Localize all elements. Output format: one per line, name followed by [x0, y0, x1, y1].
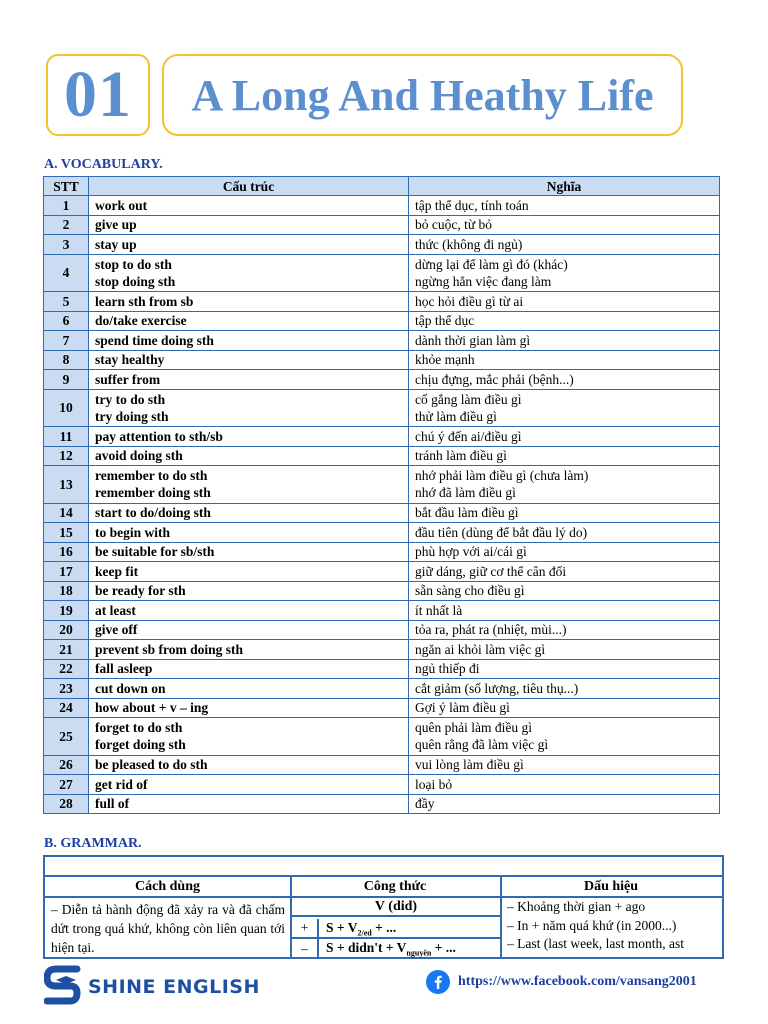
structure-line: do/take exercise [95, 313, 187, 329]
vocab-structure [89, 523, 409, 543]
vocab-row [44, 581, 720, 601]
grammar-title-row [45, 857, 722, 877]
vocab-row [44, 466, 720, 504]
vocab-row [44, 370, 720, 390]
meaning-line: đầu tiên (dùng để bắt đầu lý do) [415, 524, 588, 540]
meaning-line: phù hợp với ai/cái gì [415, 544, 527, 560]
vocab-row [44, 794, 720, 814]
vocabulary-heading: A. VOCABULARY. [44, 157, 163, 172]
sign-item: – Khoảng thời gian + ago [507, 899, 646, 914]
vocab-row [44, 235, 720, 255]
meaning-line: chịu đựng, mắc phải (bệnh...) [415, 371, 574, 387]
vocab-number: 1 [44, 196, 89, 216]
meaning-line: Gợi ý làm điều gì [415, 700, 510, 716]
structure-line: get rid of [95, 776, 148, 792]
vocab-structure [89, 292, 409, 312]
vocab-number: 16 [44, 542, 89, 562]
vocab-number: 12 [44, 446, 89, 466]
vocab-row [44, 196, 720, 216]
vocab-meaning [409, 370, 720, 390]
vocab-structure [89, 679, 409, 699]
meaning-line: học hỏi điều gì từ ai [415, 293, 524, 309]
structure-line: cut down on [95, 680, 166, 696]
vocab-meaning [409, 466, 720, 504]
vocab-meaning [409, 620, 720, 640]
usage-text: – Diễn tả hành động đã xảy ra và đã chấm dứt trong quá khứ, không còn liên quan tới hiện tại. [51, 902, 285, 955]
facebook-icon [426, 970, 450, 994]
grammar-table [43, 855, 724, 959]
structure-line: stop to do sth [95, 256, 172, 272]
vocab-structure [89, 601, 409, 621]
column-header-formula: Công thức [290, 877, 500, 898]
vocab-meaning [409, 562, 720, 582]
meaning-line: dành thời gian làm gì [415, 332, 531, 348]
facebook-url[interactable]: https://www.facebook.com/vansang2001 [458, 974, 697, 989]
vocab-number: 10 [44, 389, 89, 427]
vocab-number: 3 [44, 235, 89, 255]
vocab-structure [89, 659, 409, 679]
vocab-meaning [409, 235, 720, 255]
vocab-number: 13 [44, 466, 89, 504]
vocab-number: 4 [44, 254, 89, 292]
vocab-meaning [409, 775, 720, 795]
vocab-meaning [409, 698, 720, 718]
vocab-structure [89, 215, 409, 235]
vocab-row [44, 350, 720, 370]
vocab-number: 23 [44, 679, 89, 699]
vocab-number: 14 [44, 503, 89, 523]
vocab-row [44, 254, 720, 292]
vocab-number: 27 [44, 775, 89, 795]
vocab-number: 15 [44, 523, 89, 543]
formula-positive [292, 919, 500, 939]
vocab-number: 11 [44, 427, 89, 447]
meaning-line: ngủ thiếp đi [415, 661, 480, 677]
negative-formula-b: + ... [431, 940, 456, 955]
meaning-line: tránh làm điều gì [415, 448, 507, 464]
vocab-row [44, 698, 720, 718]
facebook-link[interactable] [426, 970, 697, 994]
column-header-structure: Cấu trúc [89, 177, 409, 196]
grammar-heading: B. GRAMMAR. [44, 836, 142, 851]
structure-line: spend time doing sth [95, 332, 214, 348]
vocab-structure [89, 311, 409, 331]
meaning-line: nhớ phải làm điều gì (chưa làm) [415, 468, 589, 484]
vocab-meaning [409, 640, 720, 660]
vocab-row [44, 601, 720, 621]
structure-line: stop doing sth [95, 273, 176, 289]
meaning-line: tập thể dục [415, 313, 475, 329]
meaning-line: đầy [415, 796, 435, 812]
vocab-structure [89, 503, 409, 523]
meaning-line: tập thể dục, tính toán [415, 197, 529, 213]
vocab-number: 25 [44, 718, 89, 756]
positive-formula-b: + ... [371, 920, 397, 935]
vocab-meaning [409, 718, 720, 756]
lesson-number-box [46, 54, 150, 136]
vocab-structure [89, 581, 409, 601]
meaning-line: dừng lại để làm gì đó (khác) [415, 256, 568, 272]
structure-line: forget to do sth [95, 720, 183, 736]
vocab-number: 7 [44, 331, 89, 351]
vocab-structure [89, 562, 409, 582]
vocab-row [44, 620, 720, 640]
meaning-line: thử làm điều gì [415, 408, 497, 424]
structure-line: give off [95, 622, 138, 638]
structure-line: to begin with [95, 524, 171, 540]
structure-line: remember doing sth [95, 485, 211, 501]
vocab-row [44, 718, 720, 756]
vocab-structure [89, 196, 409, 216]
vocab-structure [89, 698, 409, 718]
structure-line: try to do sth [95, 391, 166, 407]
vocab-meaning [409, 679, 720, 699]
vocab-structure [89, 389, 409, 427]
vocab-structure [89, 446, 409, 466]
formula-heading: V (did) [292, 898, 500, 917]
vocab-meaning [409, 350, 720, 370]
vocab-structure [89, 331, 409, 351]
vocab-row [44, 659, 720, 679]
meaning-line: sẵn sàng cho điều gì [415, 583, 525, 599]
vocab-structure [89, 466, 409, 504]
meaning-line: vui lòng làm điều gì [415, 757, 524, 773]
column-header-meaning: Nghĩa [409, 177, 720, 196]
vocab-row [44, 446, 720, 466]
structure-line: stay up [95, 236, 137, 252]
vocab-row [44, 775, 720, 795]
vocab-meaning [409, 581, 720, 601]
meaning-line: bắt đầu làm điều gì [415, 505, 519, 521]
vocab-row [44, 523, 720, 543]
vocab-structure [89, 350, 409, 370]
structure-line: stay healthy [95, 352, 165, 368]
brand-name: SHINE ENGLISH [88, 976, 260, 998]
vocab-meaning [409, 542, 720, 562]
vocab-number: 28 [44, 794, 89, 814]
meaning-line: ngăn ai khỏi làm việc gì [415, 641, 546, 657]
vocab-row [44, 292, 720, 312]
vocab-meaning [409, 601, 720, 621]
structure-line: remember to do sth [95, 468, 208, 484]
vocab-number: 2 [44, 215, 89, 235]
vocab-row [44, 311, 720, 331]
positive-formula-sub: 2/ed [357, 928, 372, 938]
vocab-meaning [409, 794, 720, 814]
vocab-row [44, 427, 720, 447]
negative-sign: – [292, 939, 319, 959]
vocab-row [44, 562, 720, 582]
structure-line: pay attention to sth/sb [95, 428, 223, 444]
sign-item: – In + năm quá khứ (in 2000...) [507, 917, 677, 933]
structure-line: try doing sth [95, 408, 169, 424]
structure-line: suffer from [95, 371, 161, 387]
structure-line: be suitable for sb/sth [95, 544, 215, 560]
vocab-meaning [409, 254, 720, 292]
vocab-row [44, 679, 720, 699]
structure-line: be pleased to do sth [95, 757, 208, 773]
structure-line: avoid doing sth [95, 448, 183, 464]
vocab-structure [89, 640, 409, 660]
vocab-meaning [409, 196, 720, 216]
vocab-meaning [409, 331, 720, 351]
formula-negative [292, 939, 500, 959]
vocab-number: 21 [44, 640, 89, 660]
meaning-line: khỏe mạnh [415, 352, 475, 368]
structure-line: keep fit [95, 563, 139, 579]
meaning-line: tỏa ra, phát ra (nhiệt, mùi...) [415, 622, 567, 638]
meaning-line: chú ý đến ai/điều gì [415, 428, 522, 444]
structure-line: start to do/doing sth [95, 505, 211, 521]
vocab-structure [89, 755, 409, 775]
meaning-line: quên rằng đã làm việc gì [415, 737, 549, 753]
vocab-number: 20 [44, 620, 89, 640]
positive-formula-a: S + V [326, 920, 358, 935]
negative-formula-sub: nguyên [406, 948, 432, 958]
vocab-number: 5 [44, 292, 89, 312]
vocab-number: 9 [44, 370, 89, 390]
vocab-row [44, 215, 720, 235]
meaning-line: cố gắng làm điều gì [415, 391, 522, 407]
vocab-row [44, 542, 720, 562]
vocab-meaning [409, 311, 720, 331]
vocab-number: 17 [44, 562, 89, 582]
vocab-row [44, 389, 720, 427]
vocab-structure [89, 718, 409, 756]
vocab-structure [89, 370, 409, 390]
structure-line: learn sth from sb [95, 293, 194, 309]
positive-sign: + [292, 919, 319, 937]
structure-line: be ready for sth [95, 583, 186, 599]
vocab-number: 18 [44, 581, 89, 601]
negative-formula-a: S + didn't + V [326, 940, 407, 955]
shine-logo-icon [44, 965, 82, 1009]
vocab-meaning [409, 389, 720, 427]
vocab-row [44, 331, 720, 351]
vocab-row [44, 755, 720, 775]
column-header-signs: Dấu hiệu [500, 877, 722, 898]
vocab-meaning [409, 446, 720, 466]
lesson-number: 01 [64, 58, 132, 131]
vocab-row [44, 503, 720, 523]
meaning-line: thức (không đi ngủ) [415, 236, 523, 252]
vocab-row [44, 640, 720, 660]
vocab-number: 8 [44, 350, 89, 370]
vocab-meaning [409, 292, 720, 312]
vocab-meaning [409, 755, 720, 775]
lesson-title: A Long And Heathy Life [191, 70, 654, 120]
column-header-usage: Cách dùng [45, 877, 290, 898]
vocab-number: 26 [44, 755, 89, 775]
structure-line: full of [95, 796, 130, 812]
meaning-line: loại bỏ [415, 776, 453, 792]
vocab-structure [89, 775, 409, 795]
meaning-line: ít nhất là [415, 602, 463, 618]
meaning-line: giữ dáng, giữ cơ thể cân đối [415, 563, 567, 579]
vocab-meaning [409, 503, 720, 523]
sign-item: – Last (last week, last month, ast [507, 936, 684, 951]
column-header-stt: STT [44, 177, 89, 196]
meaning-line: cắt giảm (số lượng, tiêu thụ...) [415, 680, 579, 696]
structure-line: prevent sb from doing sth [95, 641, 244, 657]
meaning-line: quên phải làm điều gì [415, 720, 532, 736]
structure-line: give up [95, 217, 137, 233]
vocabulary-table [43, 176, 720, 814]
vocab-meaning [409, 215, 720, 235]
vocab-number: 6 [44, 311, 89, 331]
vocab-structure [89, 235, 409, 255]
vocab-structure [89, 542, 409, 562]
meaning-line: ngừng hẳn việc đang làm [415, 273, 552, 289]
structure-line: fall asleep [95, 661, 153, 677]
vocab-meaning [409, 523, 720, 543]
vocab-meaning [409, 427, 720, 447]
structure-line: at least [95, 602, 136, 618]
meaning-line: nhớ đã làm điều gì [415, 485, 516, 501]
column-divider [500, 877, 502, 957]
vocab-meaning [409, 659, 720, 679]
structure-line: how about + v – ing [95, 700, 209, 716]
vocab-structure [89, 427, 409, 447]
vocab-structure [89, 794, 409, 814]
vocab-number: 24 [44, 698, 89, 718]
vocab-number: 19 [44, 601, 89, 621]
vocab-structure [89, 254, 409, 292]
structure-line: work out [95, 197, 148, 213]
meaning-line: bỏ cuộc, từ bỏ [415, 217, 493, 233]
shine-english-logo [44, 965, 260, 1009]
structure-line: forget doing sth [95, 737, 186, 753]
vocab-number: 22 [44, 659, 89, 679]
signs-list [507, 898, 719, 954]
lesson-title-box [162, 54, 683, 136]
vocab-structure [89, 620, 409, 640]
